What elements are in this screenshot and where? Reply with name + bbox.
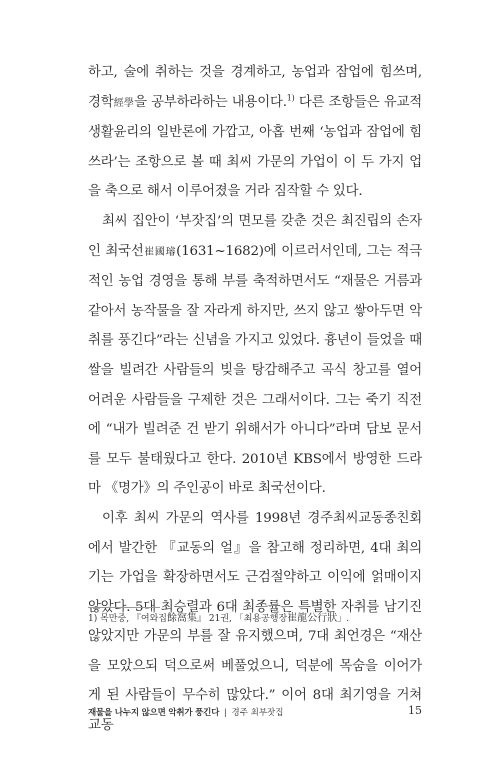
text-run: 이후 최씨 가문의 역사를 1998년 경주최씨교동종친회에서 발간한 『교동의 얼』을 참고해 정리하면, 4대 최의기는 가업을 확장하면서도 근검절약하고 이익에 얽매이지 않았다. 5대 최승렬과 6대 최종률은 특별한 자취를 남기진 않았지만 가문의 부를 잘 유지했으며, 7대 최언경은 “재산을 모았으되 덕으로써 베풀었으니, 덕분에 목숨을 이어가게 된 사람들이 무수히 많았다.” 이어 8대 최기영을 거쳐 교동 — [88, 510, 422, 734]
text-run: 하고, 술에 취하는 것을 경계하고, 농업과 잠업에 힘쓰며, 경학 — [88, 65, 422, 110]
running-section: 경주 최부잣집 — [231, 708, 284, 718]
page-number: 15 — [408, 704, 422, 717]
text-run: 』 21권, 「최용공행장 — [197, 614, 288, 624]
footnote-divider — [88, 607, 160, 608]
hanja-gloss: 崔龍公行狀 — [287, 613, 338, 624]
paragraph — [88, 58, 422, 207]
hanja-gloss: 經學 — [113, 97, 135, 109]
hanja-gloss: 崔國璿 — [143, 246, 177, 258]
text-run: 다른 조항들은 유교적 생활윤리의 일반론에 가깝고, 아홉 번째 ‘농업과 잠업에 힘쓰라’는 조항으로 볼 때 최씨 가문의 가업이 이 두 가지 업을 축으로 해서 이루어졌을 거라 짐작할 수 있다. — [88, 94, 422, 200]
text-run: 을 공부하라하는 내용이다. — [134, 94, 287, 110]
page-footer — [88, 704, 422, 719]
text-run: (1631~1682)에 이르러서인데, 그는 적극적인 농업 경영을 통해 부를 축적하면서도 “재물은 거름과 같아서 농작물을 잘 자라게 하지만, 쓰지 않고 쌓아두면 악취를 풍긴다”라는 신념을 가지고 있었다. 흉년이 들었을 때 쌀을 빌려간 사람들의 빚을 탕감해주고 곡식 창고를 열어 어려운 사람들을 구제한 것은 그래서이다. 그는 죽기 직전에 “내가 빌려준 건 받기 위해서가 아니다”라며 담보 문서를 모두 불태웠다고 한다. 2010년 KBS에서 방영한 드라마 《명가》의 주인공이 바로 최국선이다. — [88, 243, 423, 497]
footnote-reference: 1) — [286, 93, 295, 103]
hanja-gloss: 餘窩集 — [167, 613, 197, 624]
paragraph — [88, 207, 422, 504]
text-run: 」. — [337, 614, 350, 624]
running-separator: | — [223, 708, 227, 718]
running-title: 재물을 나누지 않으면 악취가 풍긴다 — [88, 708, 220, 718]
body-text — [88, 58, 422, 741]
footnote — [88, 612, 422, 626]
text-run: 최씨 집안이 ‘부잣집’의 면모를 갖춘 것은 최진립의 손자인 최국선 — [88, 213, 422, 259]
footnote-marker: 1) — [88, 614, 98, 624]
text-run: 목만중, 『여와집 — [97, 614, 167, 624]
